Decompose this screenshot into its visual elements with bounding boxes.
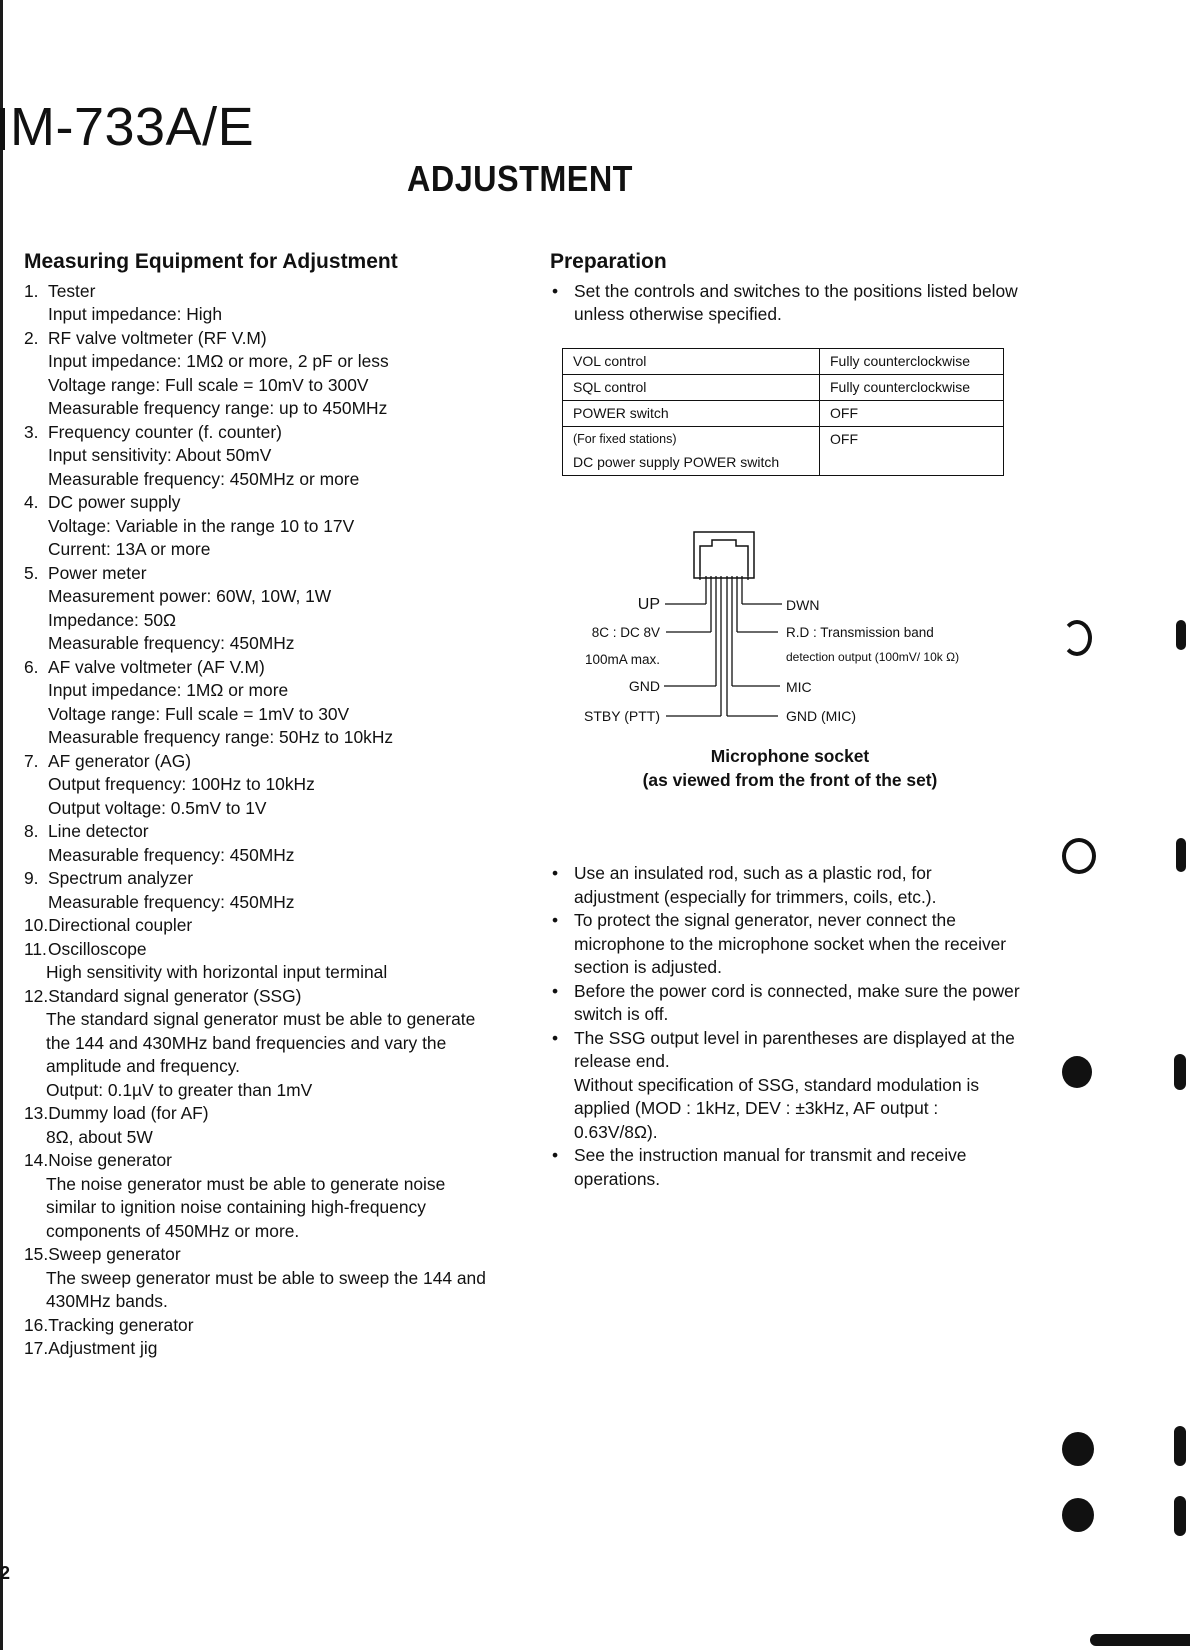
table-cell: Fully counterclockwise [820, 349, 1004, 375]
page-title: ADJUSTMENT [407, 158, 633, 199]
pin-label-gnd: GND [628, 678, 660, 694]
pin-label-up: UP [637, 596, 660, 613]
list-item [24, 820, 494, 867]
list-item [24, 280, 494, 327]
table-cell: POWER switch [563, 401, 820, 427]
item-name: DC power supply [48, 492, 181, 512]
table-cell-note: (For fixed stations) [573, 432, 677, 446]
preparation-section [550, 250, 1020, 327]
list-item [550, 1027, 1020, 1145]
item-name: Power meter [48, 562, 147, 583]
item-name: Tester [48, 280, 96, 301]
item-number: 9. [24, 868, 39, 888]
table-cell-text: DC power supply POWER switch [573, 454, 780, 470]
item-detail: Measurable frequency: 450MHz [48, 891, 295, 912]
edge-shadow-mark [1174, 1426, 1186, 1466]
list-item [550, 980, 1020, 1027]
item-detail: Output voltage: 0.5mV to 1V [48, 797, 267, 818]
binder-hole-mark [1062, 1498, 1094, 1532]
item-name: Spectrum analyzer [48, 868, 193, 888]
note-paragraph: • To protect the signal generator, never connect the microphone to the microphone socket when the receiver section is adjusted. [574, 910, 1007, 977]
list-item: • Set the controls and switches to the positions listed below unless otherwise specified. [550, 280, 1020, 327]
note-paragraph: • Before the power cord is connected, make sure the power switch is off. [574, 980, 1020, 1024]
item-name: Tracking generator [48, 1314, 194, 1335]
caption-line: (as viewed from the front of the set) [642, 770, 938, 790]
preparation-notes [550, 862, 1020, 1191]
item-detail: Measurement power: 60W, 10W, 1W [48, 586, 332, 606]
equipment-list [24, 280, 494, 1361]
item-number: 3. [24, 421, 39, 442]
item-detail: Measurable frequency range: up to 450MHz [48, 398, 388, 418]
binding-edge [0, 0, 3, 1650]
note-paragraph: • Use an insulated rod, such as a plastic rod, for adjustment (especially for trimmers, coils, etc.). [574, 863, 937, 907]
list-item [24, 985, 494, 1103]
item-name: Oscilloscope [48, 938, 147, 959]
notes-list [550, 862, 1020, 1191]
table-row [563, 427, 1004, 476]
item-detail: Voltage range: Full scale = 1mV to 30V [48, 703, 350, 724]
item-number: 7. [24, 750, 39, 771]
item-number: 8. [24, 821, 39, 841]
pin-label-100ma: 100mA max. [584, 652, 660, 667]
item-detail: The sweep generator must be able to sweep the 144 and 430MHz bands. [46, 1267, 486, 1311]
edge-shadow-mark [1176, 620, 1186, 650]
measuring-equipment-section [24, 250, 494, 1361]
binder-hole-mark [1062, 1056, 1092, 1088]
pin-label-dwn: DWN [786, 597, 820, 613]
item-number: 13. [24, 1103, 49, 1123]
list-item [24, 562, 494, 656]
item-number: 12. [24, 985, 49, 1006]
table-cell: OFF [820, 401, 1004, 427]
list-item [24, 421, 494, 492]
item-detail: Measurable frequency: 450MHz or more [48, 468, 360, 489]
item-name: RF valve voltmeter (RF V.M) [48, 327, 267, 348]
list-item [24, 1337, 494, 1361]
item-detail: Measurable frequency range: 50Hz to 10kHz [48, 727, 394, 747]
item-number: 2. [24, 327, 39, 348]
item-number: 10. [24, 915, 49, 935]
diagram-caption [560, 744, 1020, 792]
item-name: Noise generator [48, 1150, 172, 1170]
list-item [24, 327, 494, 421]
item-detail: Input impedance: 1MΩ or more [48, 680, 289, 700]
item-detail: Voltage: Variable in the range 10 to 17V [48, 515, 355, 536]
item-name: Sweep generator [48, 1244, 181, 1264]
item-name: Frequency counter (f. counter) [48, 421, 282, 442]
item-detail: Input impedance: 1MΩ or more, 2 pF or less [48, 351, 389, 371]
table-cell: OFF [820, 427, 1004, 476]
table-cell: VOL control [563, 349, 820, 375]
socket-key [700, 540, 748, 576]
item-number: 4. [24, 492, 39, 512]
table-cell [563, 427, 820, 476]
pin-label-rd: R.D : Transmission band [786, 625, 934, 640]
control-settings-table [562, 348, 1004, 476]
table-cell: SQL control [563, 375, 820, 401]
item-detail: Input impedance: High [48, 304, 223, 324]
item-detail: Input sensitivity: About 50mV [48, 445, 272, 465]
pin-label-8c: 8C : DC 8V [591, 625, 660, 640]
item-number: 15. [24, 1244, 49, 1264]
item-name: Dummy load (for AF) [48, 1103, 209, 1123]
item-name: Standard signal generator (SSG) [48, 985, 302, 1006]
list-item [24, 938, 494, 985]
item-name: AF valve voltmeter (AF V.M) [48, 656, 265, 677]
list-item [550, 909, 1020, 980]
item-number: 6. [24, 656, 39, 677]
model-title: M-733A/E [10, 97, 255, 157]
caption-line: Microphone socket [710, 746, 870, 766]
list-item [24, 750, 494, 821]
pin-label-gnd-mic: GND (MIC) [786, 708, 856, 724]
item-detail: 8Ω, about 5W [46, 1126, 153, 1147]
item-detail: Current: 13A or more [48, 539, 211, 559]
list-item [24, 491, 494, 562]
edge-shadow-mark [1176, 838, 1186, 872]
table-row [563, 401, 1004, 427]
item-number: 16. [24, 1314, 49, 1335]
pin-label-mic: MIC [786, 679, 812, 695]
item-name: Directional coupler [48, 915, 193, 935]
item-number: 5. [24, 562, 39, 583]
item-detail: Voltage range: Full scale = 10mV to 300V [48, 374, 369, 395]
list-item [24, 1314, 494, 1338]
note-paragraph: • See the instruction manual for transmit and receive operations. [574, 1145, 967, 1189]
model-title-mark [0, 108, 5, 150]
item-detail: The noise generator must be able to generate noise similar to ignition noise containing high-frequency components of 450MHz or more. [46, 1173, 446, 1241]
table-row [563, 349, 1004, 375]
pin-label-stby: STBY (PTT) [584, 708, 660, 724]
item-detail: Measurable frequency: 450MHz [48, 844, 295, 865]
table-row [563, 375, 1004, 401]
note-paragraph: Without specification of SSG, standard modulation is applied (MOD : 1kHz, DEV : ±3kHz, AF output : 0.63V/8Ω). [574, 1074, 980, 1142]
item-detail: The standard signal generator must be able to generate the 144 and 430MHz band frequencies and vary the amplitude and frequency. [46, 1009, 476, 1076]
item-detail: Impedance: 50Ω [48, 609, 177, 630]
item-name: AF generator (AG) [48, 750, 192, 771]
binder-hole-mark [1062, 838, 1096, 874]
page-number: 2 [0, 1563, 11, 1583]
pin-label-detection: detection output (100mV/ 10k Ω) [786, 650, 960, 664]
list-item [550, 1144, 1020, 1191]
list-item [24, 867, 494, 914]
edge-shadow-mark [1174, 1054, 1186, 1090]
scan-edge-mark [1090, 1634, 1190, 1646]
section-heading: Measuring Equipment for Adjustment [24, 250, 398, 273]
list-item [24, 1149, 494, 1243]
list-item [24, 656, 494, 750]
note-paragraph: • The SSG output level in parentheses are displayed at the release end. [574, 1027, 1015, 1071]
list-item [550, 862, 1020, 909]
table-cell: Fully counterclockwise [820, 375, 1004, 401]
list-item [24, 914, 494, 938]
socket-outline [694, 532, 754, 578]
item-number: 1. [24, 280, 39, 301]
item-number: 14. [24, 1150, 49, 1170]
item-detail: Measurable frequency: 450MHz [48, 633, 295, 653]
item-detail: Output frequency: 100Hz to 10kHz [48, 774, 315, 794]
section-heading: Preparation [550, 250, 667, 273]
item-detail: High sensitivity with horizontal input terminal [46, 962, 388, 982]
list-item [24, 1243, 494, 1314]
list-item [24, 1102, 494, 1149]
edge-shadow-mark [1174, 1496, 1186, 1536]
binder-hole-mark [1062, 1432, 1094, 1466]
item-detail: Output: 0.1µV to greater than 1mV [46, 1079, 313, 1100]
binder-hole-mark [1062, 620, 1092, 656]
preparation-intro [550, 280, 1020, 327]
item-name: Adjustment jig [48, 1338, 158, 1358]
item-name: Line detector [48, 821, 149, 841]
item-number: 17. [24, 1338, 49, 1358]
item-number: 11. [24, 938, 47, 959]
